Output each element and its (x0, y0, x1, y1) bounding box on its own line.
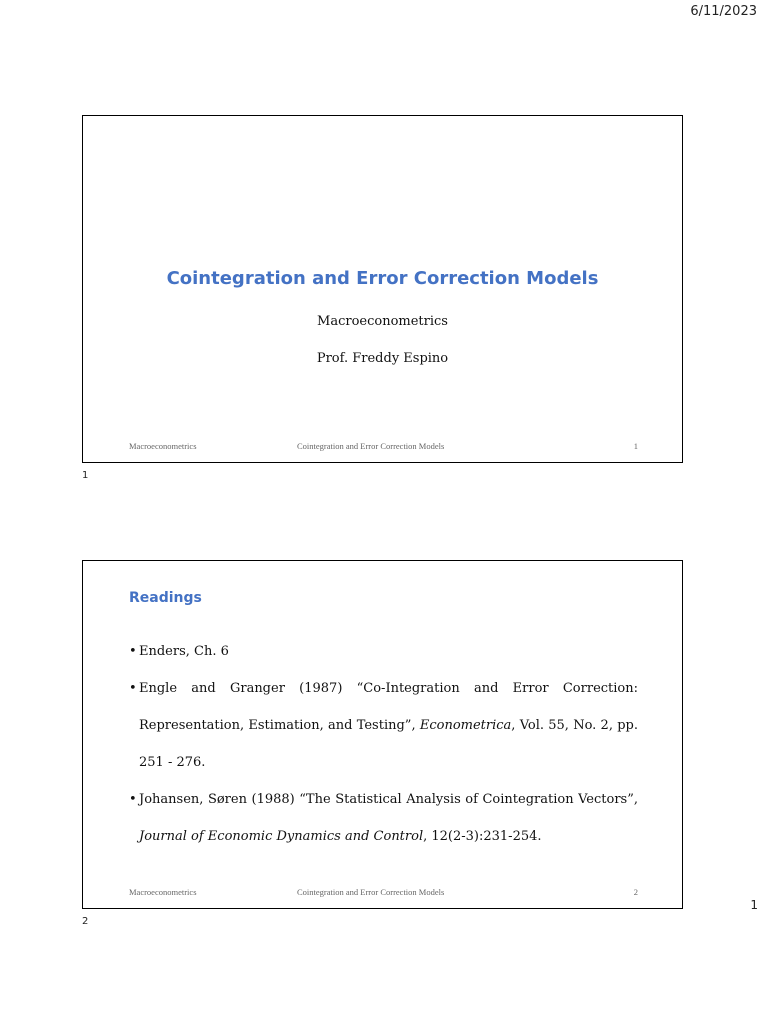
page-date: 6/11/2023 (690, 4, 757, 19)
footer-course: Macroeconometrics (129, 441, 197, 451)
reading-details: , 12(2-3):231-254. (423, 829, 542, 844)
slide-footer (83, 441, 682, 453)
reading-item (129, 781, 638, 855)
slide-title: Cointegration and Error Correction Models (166, 268, 599, 289)
slide-subtitle-author: Prof. Freddy Espino (316, 351, 449, 366)
reading-text: Engle and Granger (1987) “Co-Integration and Error Correction: Representation, Estimation, and Testing”, (139, 681, 638, 733)
slide-2-label: 2 (82, 916, 89, 927)
slide-subtitle-course: Macroeconometrics (317, 314, 448, 329)
reading-item (129, 633, 638, 670)
reading-text: Johansen, Søren (1988) “The Statistical Analysis of Cointegration Vectors”, (139, 792, 638, 807)
footer-course: Macroeconometrics (129, 887, 197, 897)
readings-list (129, 633, 638, 855)
slide-heading: Readings (129, 590, 202, 606)
reading-journal: Econometrica (419, 718, 512, 733)
reading-item (129, 670, 638, 781)
footer-slide-number: 2 (633, 887, 638, 897)
slide-2 (82, 560, 683, 909)
slide-1 (82, 115, 683, 463)
slide-1-label: 1 (82, 470, 89, 481)
reading-text: Enders, Ch. 6 (139, 644, 229, 659)
slide-footer (83, 887, 682, 899)
reading-details: , Vol. 55, No. 2, pp. 251 - 276. (139, 718, 638, 770)
page-number: 1 (750, 898, 758, 912)
footer-slide-number: 1 (633, 441, 638, 451)
reading-journal: Journal of Economic Dynamics and Control (139, 829, 424, 844)
footer-topic: Cointegration and Error Correction Models (297, 887, 445, 897)
footer-topic: Cointegration and Error Correction Models (297, 441, 445, 451)
